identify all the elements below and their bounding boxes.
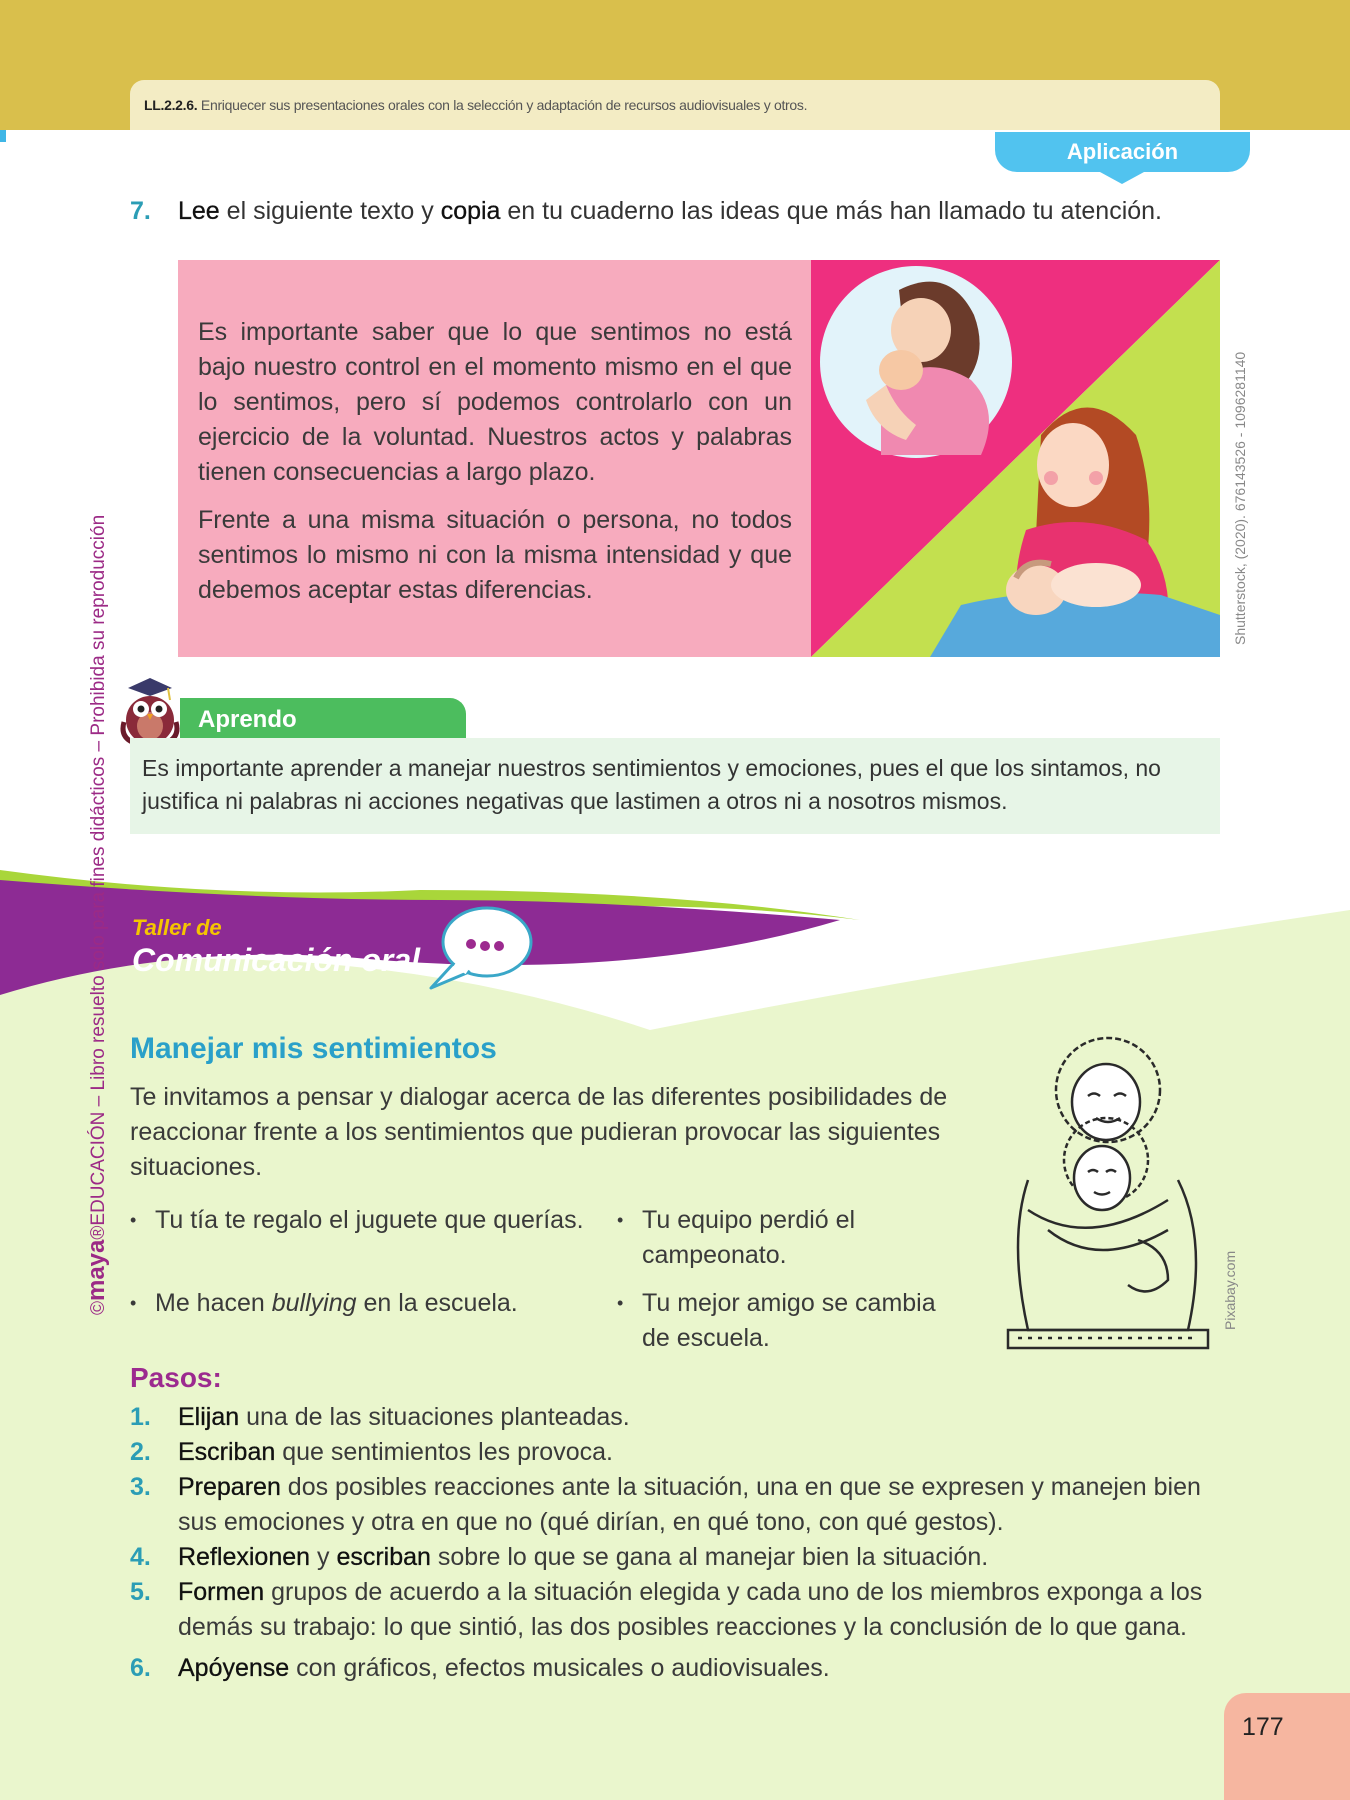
mothers-babies-illustration	[811, 260, 1220, 657]
aprendo-text: Es importante aprender a manejar nuestros sentimientos y emociones, pues el que los sintamos, no justifica ni palabras ni acciones negativas que lastimen a otros ni a nosotros mismos.	[142, 755, 1161, 814]
step-item	[130, 1470, 1220, 1540]
step-number: 6.	[130, 1654, 151, 1682]
step-text: que sentimientos les provoca.	[275, 1438, 613, 1466]
situation-item	[130, 1203, 610, 1238]
edge-marker	[0, 130, 6, 142]
step-connector: y	[310, 1543, 337, 1571]
hugging-people-illustration	[988, 1030, 1228, 1355]
situation-text: Tu equipo perdió el campeonato.	[642, 1206, 856, 1269]
step-item	[130, 1651, 1220, 1686]
standard-code: LL.2.2.6.	[144, 97, 198, 113]
situation-text-emphasis: bullying	[271, 1289, 357, 1317]
section-intro: Te invitamos a pensar y dialogar acerca de las diferentes posibilidades de reaccionar frente a los sentimientos que pudieran provocar las siguientes situaciones.	[130, 1083, 948, 1181]
taller-title: Comunicación oral	[132, 942, 421, 978]
aprendo-title: Aprendo	[180, 698, 466, 738]
step-number: 5.	[130, 1578, 151, 1606]
aprendo-box	[130, 738, 1220, 834]
situation-item	[130, 1286, 610, 1321]
copyright-text: ®EDUCACIÓN – Libro resuelto solo para fines didácticos – Prohibida su reproducción	[88, 514, 109, 1240]
question-text-1: el siguiente texto y	[219, 197, 441, 225]
step-verb: Escriban	[178, 1438, 276, 1466]
situation-text-post: en la escuela.	[356, 1289, 518, 1317]
reading-paragraph-2: Frente a una misma situación o persona, no todos sentimos lo mismo ni con la misma intensidad y que debemos aceptar estas diferencias.	[198, 506, 792, 604]
reading-box	[178, 260, 811, 657]
step-verb: Reflexionen	[178, 1543, 311, 1571]
taller-label: Taller de	[132, 915, 222, 940]
step-number: 1.	[130, 1403, 151, 1431]
question-verb-copia: copia	[440, 197, 501, 225]
step-verb: Apóyense	[178, 1654, 290, 1682]
step-text: sobre lo que se gana al manejar bien la situación.	[430, 1543, 989, 1571]
situation-text	[130, 1286, 610, 1321]
standard-line	[144, 97, 807, 113]
copyright-symbol: ©	[88, 1301, 109, 1315]
copyright-notice	[83, 515, 111, 1315]
standard-text: Enriquecer sus presentaciones orales con la selección y adaptación de recursos audiovisuales y otros.	[200, 97, 808, 113]
question-verb-lee: Lee	[178, 197, 220, 225]
page-number-box	[1224, 1693, 1350, 1800]
step-item	[130, 1540, 1220, 1575]
step-text: con gráficos, efectos musicales o audiovisuales.	[289, 1654, 830, 1682]
section-title: Manejar mis sentimientos	[130, 1032, 497, 1065]
step-item	[130, 1435, 1220, 1470]
image-credit-shutterstock: Shutterstock, (2020). 676143526 - 1096281140	[1232, 351, 1248, 645]
situation-text: Tu tía te regalo el juguete que querías.	[155, 1206, 584, 1234]
situation-item	[617, 1286, 957, 1356]
step-verb: Preparen	[178, 1473, 281, 1501]
steps-list	[130, 1400, 1220, 1686]
step-number: 3.	[130, 1473, 151, 1501]
speech-bubble-icon	[425, 902, 537, 992]
page-number: 177	[1242, 1713, 1284, 1741]
step-number: 4.	[130, 1543, 151, 1571]
bullet-marker: •	[617, 1210, 624, 1230]
bullet-marker: •	[617, 1293, 624, 1313]
step-number: 2.	[130, 1438, 151, 1466]
situation-text: Tu mejor amigo se cambia de escuela.	[642, 1289, 936, 1352]
question-7	[130, 197, 1230, 226]
question-text-2: en tu cuaderno las ideas que más han llamado tu atención.	[500, 197, 1163, 225]
step-text: dos posibles reacciones ante la situación, una en que se expresen y manejen bien sus emociones y otra en que no (qué dirían, en qué tono, con qué gestos).	[178, 1473, 1201, 1536]
standard-bar	[130, 80, 1220, 130]
step-item	[130, 1575, 1220, 1645]
steps-title: Pasos:	[130, 1362, 222, 1393]
situation-item	[617, 1203, 917, 1273]
owl-icon	[118, 676, 182, 746]
step-text: grupos de acuerdo a la situación elegida y cada uno de los miembros exponga a los demás su trabajo: lo que sintió, las dos posibles reacciones y la conclusión de lo que gana.	[178, 1578, 1203, 1641]
question-number: 7.	[130, 197, 151, 225]
section-tab-tip	[1100, 172, 1144, 184]
situation-text-pre: Me hacen	[155, 1289, 272, 1317]
step-text: una de las situaciones planteadas.	[239, 1403, 630, 1431]
reading-text	[198, 315, 792, 621]
bullet-marker: •	[130, 1293, 137, 1313]
image-credit-pixabay: Pixabay.com	[1222, 1250, 1238, 1330]
step-item	[130, 1400, 1220, 1435]
reading-paragraph-1: Es importante saber que lo que sentimos no está bajo nuestro control en el momento mismo en el que lo sentimos, pero sí podemos controlarlo con un ejercicio de la voluntad. Nuestros actos y palabras tienen consecuencias a largo plazo.	[198, 318, 792, 486]
step-verb: Elijan	[178, 1403, 240, 1431]
step-verb: Formen	[178, 1578, 265, 1606]
brand-name: maya	[83, 1239, 110, 1301]
section-tab-aplicacion: Aplicación	[995, 132, 1250, 172]
bullet-marker: •	[130, 1210, 137, 1230]
step-verb-2: escriban	[336, 1543, 431, 1571]
